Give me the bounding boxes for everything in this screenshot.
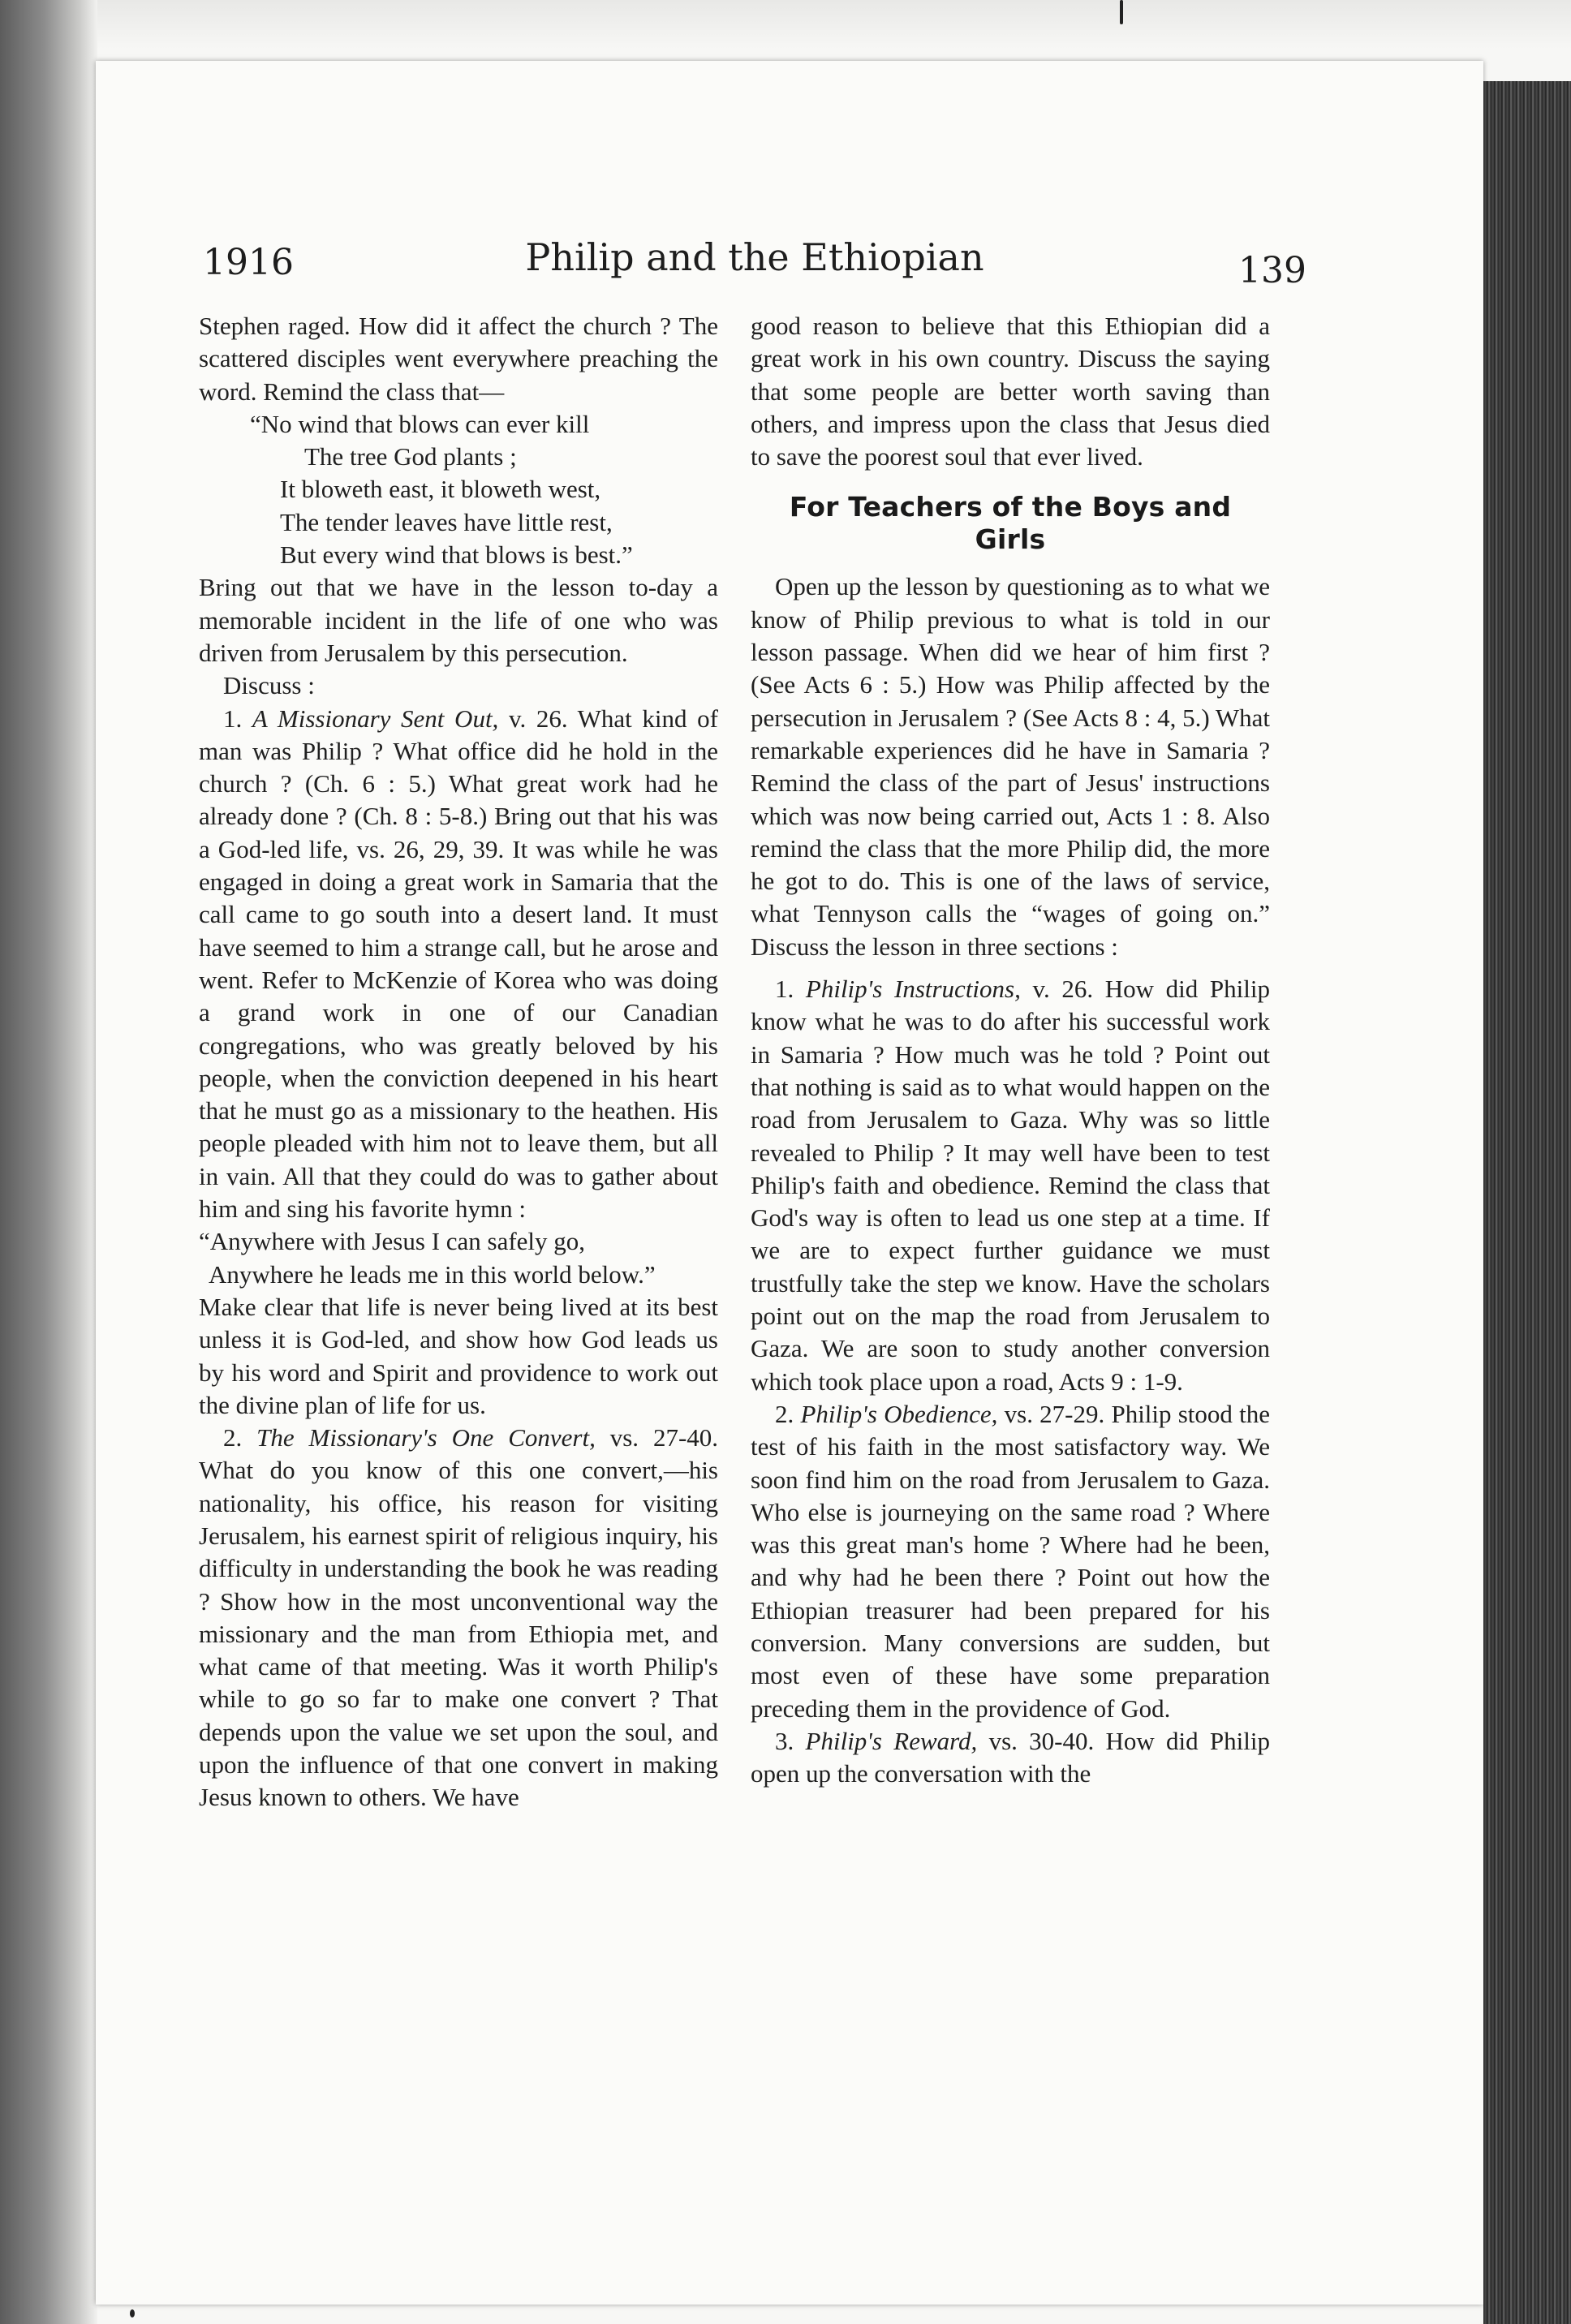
poem-line: The tree God plants ; — [304, 442, 517, 471]
running-header — [203, 235, 1306, 292]
section-body: vs. 27-40. What do you know of this one convert,—his nationality, his office, his reason for visiting Jerusalem, his earnest spirit of religious inquiry, his difficulty in understanding the book he was reading ? Show how in the most unconventional way the missionary and the man from Ethiopia met, and what came of that meeting. Was it worth Philip's while to go so far to make one convert ? That depends upon the value we set upon the soul, and upon the influence of that one convert in making Jesus known to others. We have — [199, 1423, 719, 1812]
section-number: 1. — [775, 975, 794, 1004]
paragraph: Make clear that life is never being lived at its best unless it is God-led, and show how God leads us by his word and Spirit and providence to work out the divine plan of life for us. — [199, 1292, 718, 1419]
numbered-section — [199, 1422, 718, 1814]
header-title: Philip and the Ethiopian — [525, 235, 984, 279]
section-body: vs. 30-40. How did Philip open up the conversation with the — [751, 1726, 1271, 1788]
paragraph: good reason to believe that this Ethiopian did a great work in his own country. Discuss the saying that some people are better worth saving than others, and impress upon the class that Jesus died to save the poorest soul that ever lived. — [751, 312, 1270, 471]
section-title: Philip's Instructions, — [805, 975, 1021, 1004]
numbered-section — [751, 1398, 1270, 1725]
paragraph: Open up the lesson by questioning as to what we know of Philip previous to what is told in our lesson passage. When did we hear of him first ? (See Acts 6 : 5.) How was Philip affected by the persecution in Jerusalem ? (See Acts 8 : 4, 5.) What remarkable experiences did he have in Samaria ? Remind the class of the part of Jesus' instructions which was now being carried out, Acts 1 : 8. Also remind the class that the more Philip did, the more he got to do. This is one of the laws of service, what Tennyson calls the “wages of going on.” Discuss the lesson in three sections : — [751, 572, 1270, 961]
poem-quote — [199, 408, 718, 571]
page-number: 139 — [1238, 250, 1306, 291]
section-title: Philip's Reward, — [805, 1726, 978, 1755]
poem-line: It bloweth east, it bloweth west, — [280, 475, 601, 504]
numbered-section — [751, 1725, 1270, 1791]
section-number: 2. — [775, 1399, 794, 1428]
section-number: 3. — [775, 1726, 794, 1755]
section-title: Philip's Obedience, — [800, 1399, 998, 1428]
section-body: vs. 27-29. Philip stood the test of his faith in the most satisfactory way. We soon find him on the road from Jerusalem to Gaza. Who else is journeying on the same road ? Where was this great man's home ? Where had he been, and why had he been there ? Point out how the Ethiopian treasurer had been prepared for his conversion. Many conversions are sudden, but most even of these have some preparation preceding them in the providence of God. — [751, 1399, 1271, 1723]
section-title: A Missionary Sent Out, — [252, 704, 499, 733]
section-title: The Missionary's One Convert, — [256, 1423, 596, 1452]
paragraph: Bring out that we have in the lesson to-day a memorable incident in the life of one who was driven from Jerusalem by this persecution. — [199, 573, 718, 667]
book-binding-shadow — [0, 0, 97, 2324]
left-column — [199, 310, 718, 1814]
section-heading: For Teachers of the Boys and Girls — [789, 491, 1232, 556]
hymn-quote — [199, 1225, 718, 1291]
scan-artifact-speck — [130, 2309, 135, 2318]
numbered-section — [199, 703, 718, 1226]
paragraph: Stephen raged. How did it affect the church ? The scattered disciples went everywhere preaching the word. Remind the class that— — [199, 312, 718, 406]
poem-line: The tender leaves have little rest, — [280, 507, 613, 536]
hymn-line: “Anywhere with Jesus I can safely go, — [199, 1227, 586, 1256]
numbered-section — [751, 973, 1270, 1398]
scan-top-shadow — [0, 0, 1571, 49]
poem-line: “No wind that blows can ever kill — [250, 409, 590, 438]
right-column — [751, 310, 1270, 1790]
section-body: v. 26. How did Philip know what he was to do after his successful work in Samaria ? How much was he told ? Point out that nothing is said as to what would happen on the road from Jerusalem to Gaza. Why was so little revealed to Philip ? It may well have been to test Philip's faith and obedience. Remind the class that God's way is often to lead us one step at a time. If we are to expect further guidance we must trustfully take the step we know. Have the scholars point out on the map the road from Jerusalem to Gaza. We are soon to study another conversion which took place upon a road, Acts 9 : 1-9. — [751, 975, 1270, 1396]
hymn-line: Anywhere he leads me in this world below.” — [209, 1259, 656, 1289]
paragraph: Discuss : — [223, 671, 315, 700]
header-year: 1916 — [203, 242, 294, 283]
scan-artifact-mark — [1120, 0, 1123, 24]
poem-line: But every wind that blows is best.” — [280, 540, 633, 570]
section-number: 2. — [223, 1423, 243, 1452]
page-edges-stack — [1483, 81, 1571, 2324]
section-number: 1. — [223, 704, 243, 733]
section-body: v. 26. What kind of man was Philip ? What office did he hold in the church ? (Ch. 6 : 5.) What great work had he already done ? (Ch. 8 : 5-8.) Bring out that his was a God-led life, vs. 26, 29, 39. It was while he was engaged in doing a great work in Samaria that the call came to go south into a desert land. It must have seemed to him a strange call, but he arose and went. Refer to McKenzie of Korea who was doing a grand work in one of our Canadian congregations, who was greatly beloved by his people, when the conviction deepened in his heart that he must go as a missionary to the heathen. His people pleaded with him not to leave them, but all in vain. All that they could do was to gather about him and sing his favorite hymn : — [199, 704, 719, 1224]
